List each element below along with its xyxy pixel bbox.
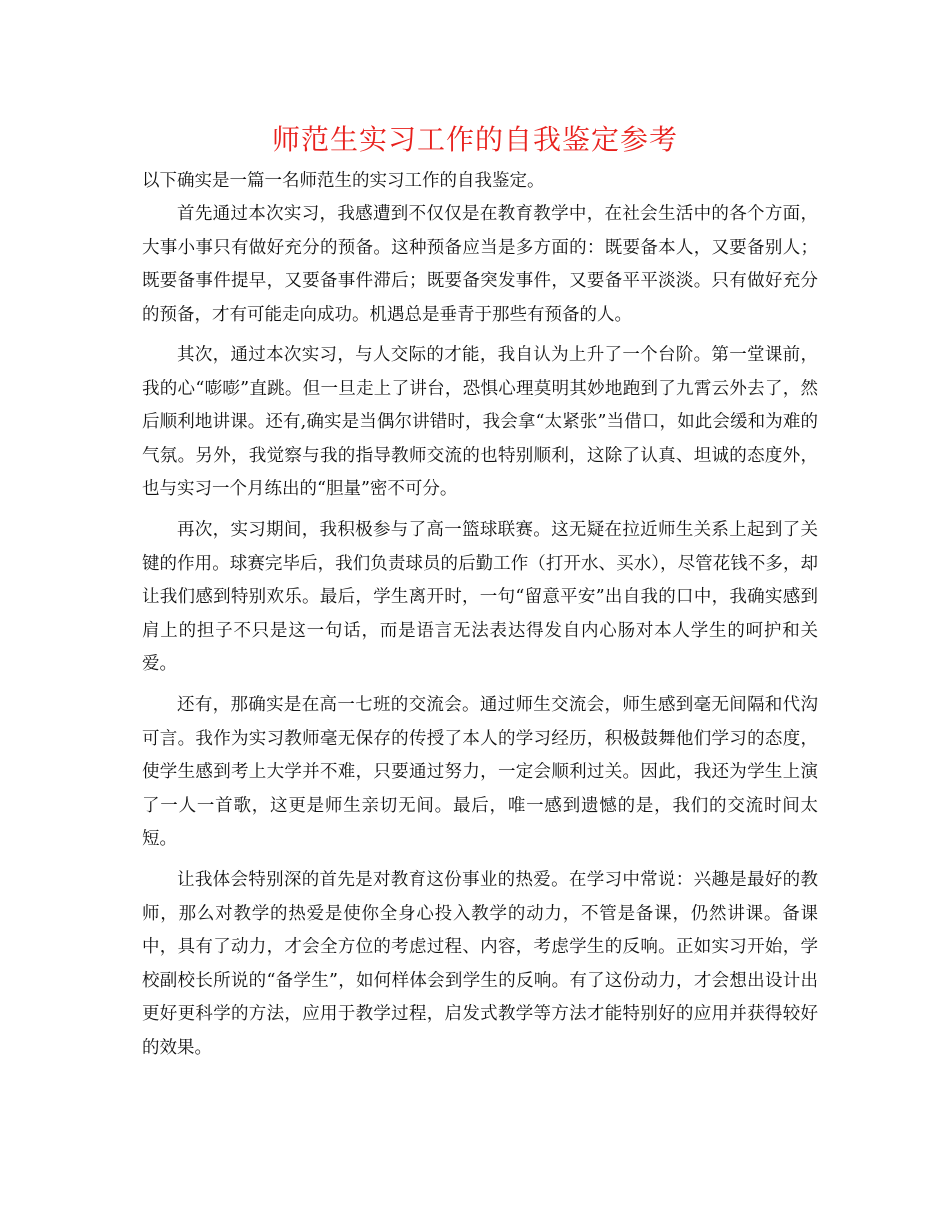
paragraph-exchange-meeting: 还有，那确实是在高一七班的交流会。通过师生交流会，师生感到毫无间隔和代沟可言。我作为实习教师毫无保存的传授了本人的学习经历，积极鼓舞他们学习的态度，使学生感到考上大学并不难，只要通过努力，一定会顺利过关。因此，我还为学生上演了一人一首歌，这更是师生亲切无间。最后，唯一感到遗憾的是，我们的交流时间太短。	[142, 695, 818, 849]
document-title: 师范生实习工作的自我鉴定参考	[271, 123, 678, 156]
paragraph-communication: 其次，通过本次实习，与人交际的才能，我自认为上升了一个台阶。第一堂课前，我的心“嘭嘭”直跳。但一旦走上了讲台，恐惧心理莫明其妙地跑到了九霄云外去了，然后顺利地讲课。还有,确实是当偶尔讲错时，我会拿“太紧张”当借口，如此会缓和为难的气氛。另外，我觉察与我的指导教师交流的也特别顺利，这除了认真、坦诚的态度外，也与实习一个月练出的“胆量”密不可分。	[142, 345, 818, 499]
paragraph-love-of-teaching: 让我体会特别深的首先是对教育这份事业的热爱。在学习中常说：兴趣是最好的教师，那么对教学的热爱是使你全身心投入教学的动力，不管是备课，仍然讲课。备课中，具有了动力，才会全方位的考虑过程、内容，考虑学生的反响。正如实习开始，学校副校长所说的“备学生”，如何样体会到学生的反响。有了这份动力，才会想出设计出更好更科学的方法，应用于教学过程，启发式教学等方法才能特别好的应用并获得较好的效果。	[142, 870, 818, 1058]
paragraph-preparation: 首先通过本次实习，我感遭到不仅仅是在教育教学中，在社会生活中的各个方面，大事小事只有做好充分的预备。这种预备应当是多方面的：既要备本人，又要备别人；既要备事件提早，又要备事件滞后；既要备突发事件，又要备平平淡淡。只有做好充分的预备，才有可能走向成功。机遇总是垂青于那些有预备的人。	[142, 204, 818, 325]
intro-line: 以下确实是一篇一名师范生的实习工作的自我鉴定。	[142, 171, 545, 191]
paragraph-basketball: 再次，实习期间，我积极参与了高一篮球联赛。这无疑在拉近师生关系上起到了关键的作用。球赛完毕后，我们负责球员的后勤工作（打开水、买水），尽管花钱不多，却让我们感到特别欢乐。最后，学生离开时，一句“留意平安”出自我的口中，我确实感到肩上的担子不只是这一句话，而是语言无法表达得发自内心肠对本人学生的呵护和关爱。	[142, 520, 818, 674]
